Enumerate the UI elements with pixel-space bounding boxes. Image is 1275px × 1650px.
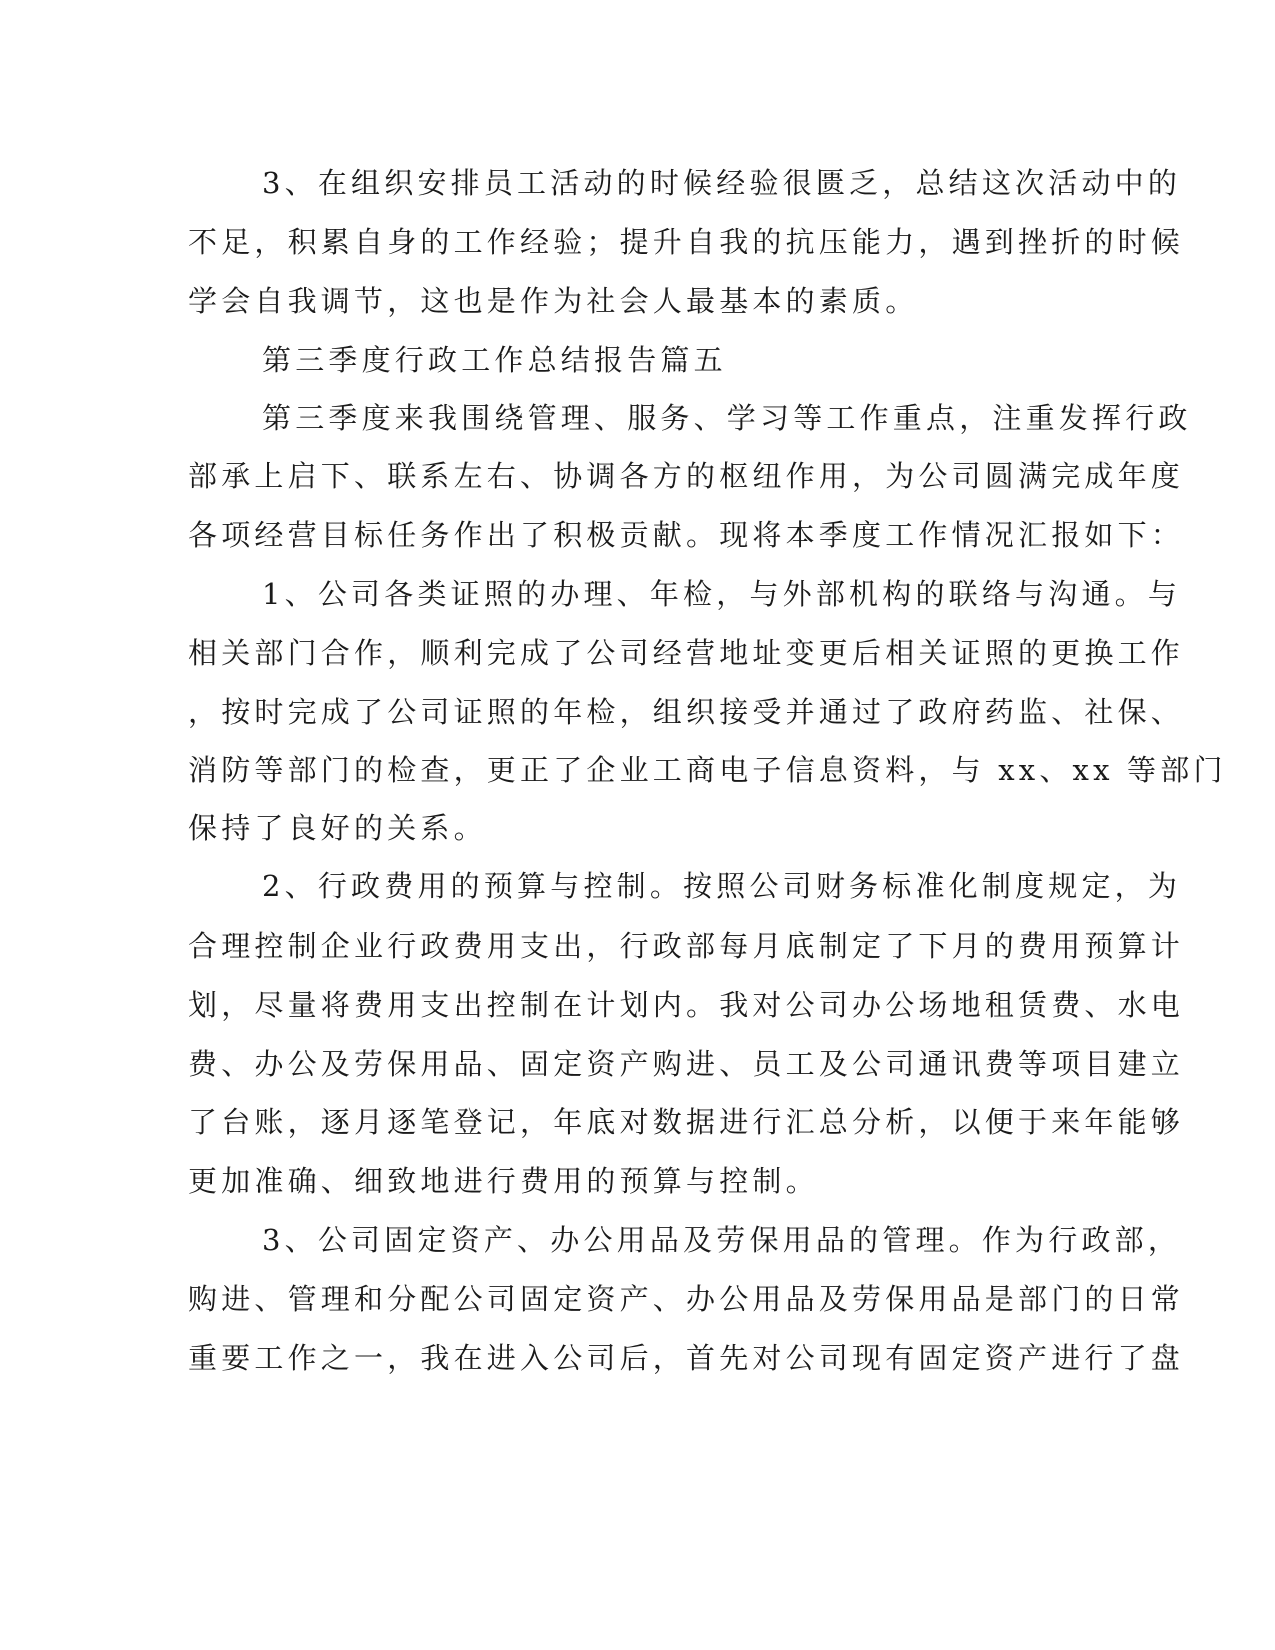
paragraph-line: 3、在组织安排员工活动的时候经验很匮乏，总结这次活动中的: [262, 166, 1182, 200]
paragraph-line: 保持了良好的关系。: [188, 811, 487, 845]
paragraph-line: 相关部门合作，顺利完成了公司经营地址变更后相关证照的更换工作: [188, 636, 1185, 670]
paragraph-line: 学会自我调节，这也是作为社会人最基本的素质。: [188, 284, 919, 318]
paragraph-line: 更加准确、细致地进行费用的预算与控制。: [188, 1164, 819, 1198]
paragraph-line: 购进、管理和分配公司固定资产、办公用品及劳保用品是部门的日常: [188, 1282, 1185, 1316]
paragraph-line: 划，尽量将费用支出控制在计划内。我对公司办公场地租赁费、水电: [188, 988, 1185, 1022]
section-heading: 第三季度行政工作总结报告篇五: [262, 343, 727, 377]
paragraph-line: 各项经营目标任务作出了积极贡献。现将本季度工作情况汇报如下：: [188, 518, 1185, 552]
paragraph-line: 合理控制企业行政费用支出，行政部每月底制定了下月的费用预算计: [188, 929, 1185, 963]
paragraph-line: 费、办公及劳保用品、固定资产购进、员工及公司通讯费等项目建立: [188, 1047, 1185, 1081]
paragraph-line: 2、行政费用的预算与控制。按照公司财务标准化制度规定，为: [262, 869, 1182, 903]
paragraph-line: 消防等部门的检查，更正了企业工商电子信息资料，与 xx、xx 等部门: [188, 753, 1227, 787]
paragraph-line: 3、公司固定资产、办公用品及劳保用品的管理。作为行政部，: [262, 1223, 1182, 1257]
paragraph-line: 了台账，逐月逐笔登记，年底对数据进行汇总分析，以便于来年能够: [188, 1105, 1185, 1139]
paragraph-line: 1、公司各类证照的办理、年检，与外部机构的联络与沟通。与: [262, 577, 1182, 611]
paragraph-line: 第三季度来我围绕管理、服务、学习等工作重点，注重发挥行政: [262, 401, 1192, 435]
paragraph-line: 重要工作之一，我在进入公司后，首先对公司现有固定资产进行了盘: [188, 1341, 1185, 1375]
paragraph-line: 不足，积累自身的工作经验；提升自我的抗压能力，遇到挫折的时候: [188, 225, 1185, 259]
paragraph-line: 部承上启下、联系左右、协调各方的枢纽作用，为公司圆满完成年度: [188, 459, 1185, 493]
paragraph-line: ，按时完成了公司证照的年检，组织接受并通过了政府药监、社保、: [188, 695, 1185, 729]
